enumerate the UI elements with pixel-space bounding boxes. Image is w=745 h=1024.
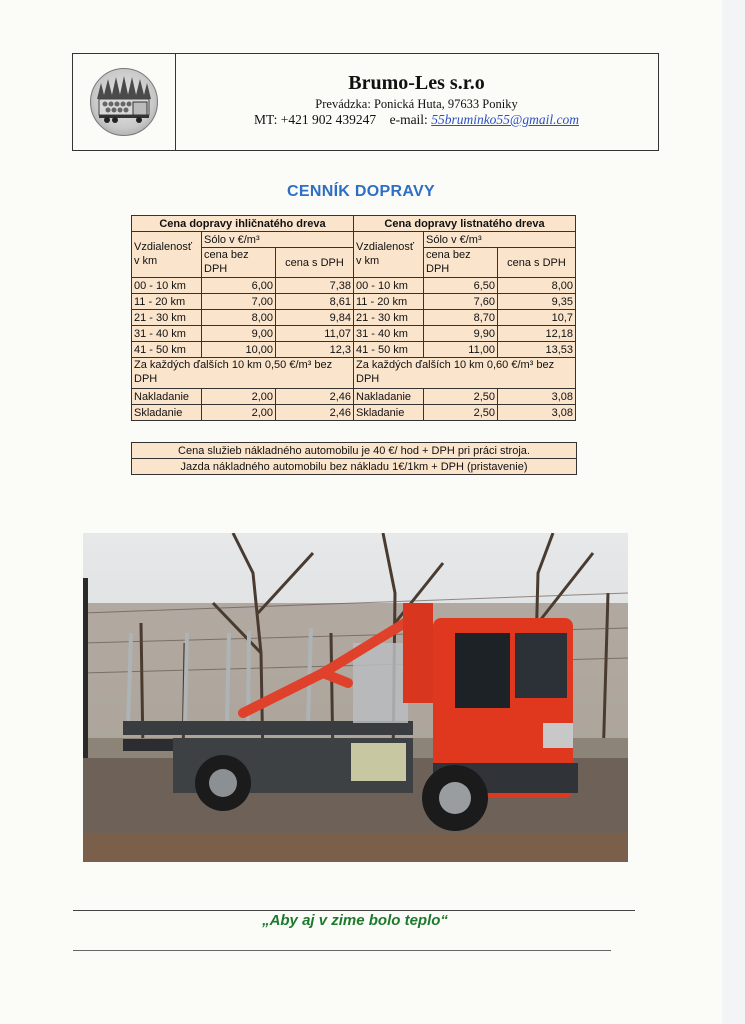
price-no-vat: 2,50 [424, 389, 498, 405]
range-cell: 21 - 30 km [354, 310, 424, 326]
deciduous-heading: Cena dopravy listnatého dreva [354, 216, 576, 232]
solo-label-right: Sólo v €/m³ [424, 232, 576, 248]
price-no-vat: 7,00 [202, 294, 276, 310]
price-vat: 8,61 [276, 294, 354, 310]
price-vat: 7,38 [276, 278, 354, 294]
logo-cell [73, 54, 176, 150]
coniferous-heading: Cena dopravy ihličnatého dreva [132, 216, 354, 232]
transport-price-table [131, 215, 576, 421]
price-list-title: CENNÍK DOPRAVY [287, 183, 435, 200]
extra-distance-note-left: Za každých ďalších 10 km 0,50 €/m³ bez DPH [132, 358, 354, 389]
distance-label-right: Vzdialenosť v km [354, 232, 424, 278]
hourly-rate-note: Cena služieb nákladného automobilu je 40 €/ hod + DPH pri práci stroja. [132, 443, 577, 459]
range-cell: 41 - 50 km [132, 342, 202, 358]
range-cell: 11 - 20 km [354, 294, 424, 310]
table-row [132, 326, 576, 342]
table-row [132, 405, 576, 421]
col-no-vat-right: cena bez DPH [424, 248, 498, 278]
price-no-vat: 10,00 [202, 342, 276, 358]
phone-number: MT: +421 902 439247 [254, 112, 377, 127]
range-cell: 21 - 30 km [132, 310, 202, 326]
col-vat-right: cena s DPH [498, 248, 576, 278]
extra-distance-note-right: Za každých ďalších 10 km 0,60 €/m³ bez DPH [354, 358, 576, 389]
range-cell: 11 - 20 km [132, 294, 202, 310]
price-vat: 3,08 [498, 405, 576, 421]
distance-label-left: Vzdialenosť v km [132, 232, 202, 278]
table-row [132, 342, 576, 358]
unloading-label: Skladanie [132, 405, 202, 421]
empty-ride-note: Jazda nákladného automobilu bez nákladu 1€/1km + DPH (pristavenie) [132, 459, 577, 475]
price-vat: 2,46 [276, 405, 354, 421]
price-no-vat: 8,70 [424, 310, 498, 326]
price-vat: 8,00 [498, 278, 576, 294]
price-no-vat: 2,50 [424, 405, 498, 421]
price-vat: 10,7 [498, 310, 576, 326]
company-name: Brumo-Les s.r.o [348, 72, 485, 94]
price-vat: 9,84 [276, 310, 354, 326]
price-no-vat: 2,00 [202, 405, 276, 421]
range-cell: 31 - 40 km [354, 326, 424, 342]
range-cell: 00 - 10 km [132, 278, 202, 294]
price-vat: 12,18 [498, 326, 576, 342]
price-no-vat: 7,60 [424, 294, 498, 310]
company-address: Prevádzka: Ponická Huta, 97633 Poniky [315, 97, 518, 111]
table-row [132, 310, 576, 326]
logging-truck-logo-icon [90, 68, 158, 136]
price-vat: 12,3 [276, 342, 354, 358]
price-no-vat: 11,00 [424, 342, 498, 358]
loading-label: Nakladanie [132, 389, 202, 405]
range-cell: 41 - 50 km [354, 342, 424, 358]
price-no-vat: 8,00 [202, 310, 276, 326]
price-vat: 11,07 [276, 326, 354, 342]
page-edge [722, 0, 745, 1024]
price-vat: 2,46 [276, 389, 354, 405]
price-no-vat: 9,90 [424, 326, 498, 342]
footer-rule-top [73, 910, 635, 911]
footer-rule-bottom [73, 950, 611, 951]
price-vat: 9,35 [498, 294, 576, 310]
red-timber-truck-with-crane-photo [83, 533, 628, 862]
col-no-vat-left: cena bez DPH [202, 248, 276, 278]
service-notes [131, 442, 577, 475]
table-row [132, 389, 576, 405]
email-link[interactable]: 55bruminko55@gmail.com [431, 112, 579, 127]
email-label: e-mail: [389, 112, 428, 127]
price-vat: 13,53 [498, 342, 576, 358]
table-row [132, 294, 576, 310]
table-row [132, 278, 576, 294]
letterhead [72, 53, 659, 151]
loading-label: Nakladanie [354, 389, 424, 405]
range-cell: 31 - 40 km [132, 326, 202, 342]
range-cell: 00 - 10 km [354, 278, 424, 294]
slogan: „Aby aj v zime bolo teplo“ [262, 912, 448, 929]
solo-label-left: Sólo v €/m³ [202, 232, 354, 248]
price-no-vat: 6,50 [424, 278, 498, 294]
contact-line [175, 112, 658, 128]
unloading-label: Skladanie [354, 405, 424, 421]
price-vat: 3,08 [498, 389, 576, 405]
price-no-vat: 2,00 [202, 389, 276, 405]
col-vat-left: cena s DPH [276, 248, 354, 278]
price-no-vat: 9,00 [202, 326, 276, 342]
price-no-vat: 6,00 [202, 278, 276, 294]
